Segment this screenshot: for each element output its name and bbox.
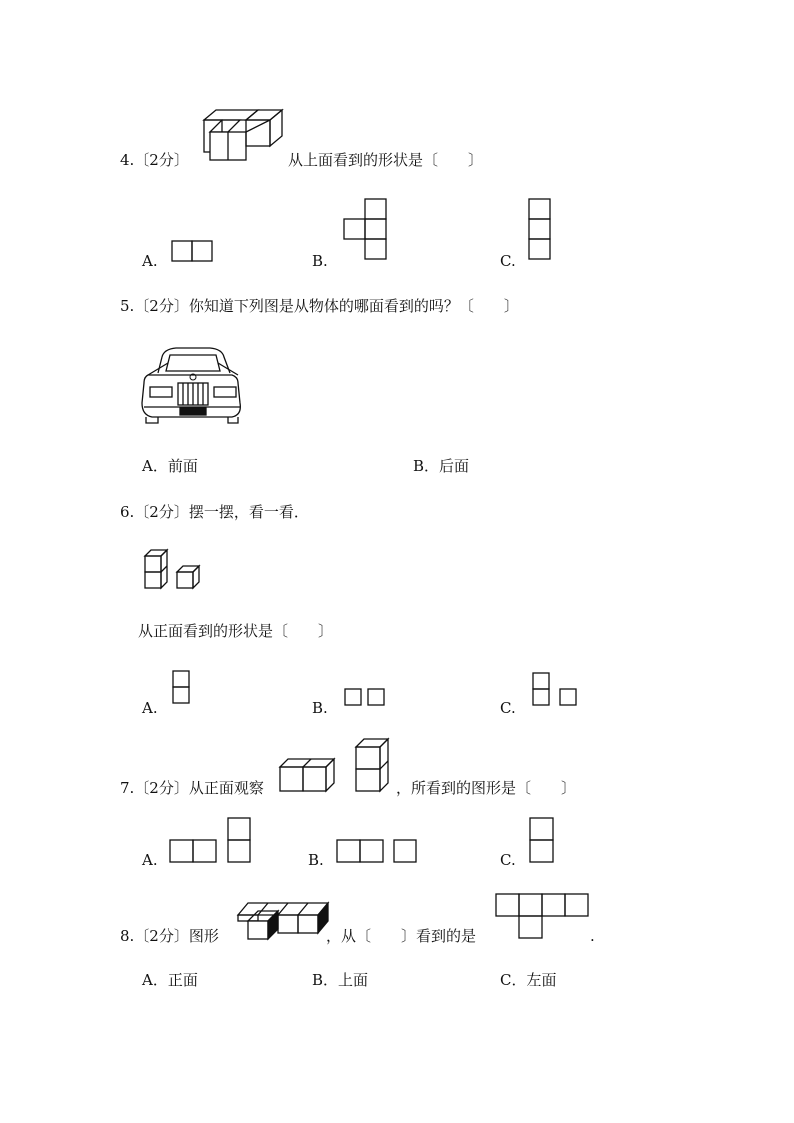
q4-option-a-figure <box>171 240 215 264</box>
q5-stem: 5.〔2分〕你知道下列图是从物体的哪面看到的吗？〔 〕 <box>120 297 519 315</box>
q6-option-b[interactable]: B. <box>312 699 328 717</box>
q6-cubes-figure <box>143 548 205 592</box>
q7-question: ，所看到的图形是〔 〕 <box>396 779 577 797</box>
q7-option-b-figure <box>336 839 420 865</box>
q4-option-c[interactable]: C. <box>500 252 516 270</box>
q7-stem: 7.〔2分〕从正面观察 <box>120 779 264 797</box>
q4-option-b-figure <box>343 198 389 264</box>
q5-option-b[interactable]: B．后面 <box>413 457 470 475</box>
q6-question: 从正面看到的形状是〔 〕 <box>138 622 334 640</box>
q8-answer-figure <box>494 892 590 942</box>
q8-option-a[interactable]: A．正面 <box>142 971 198 989</box>
q7-option-a[interactable]: A. <box>142 851 158 869</box>
q6-option-c[interactable]: C. <box>500 699 516 717</box>
q7-option-c-figure <box>529 816 557 866</box>
q6-option-a-figure <box>172 670 192 708</box>
q7-option-b[interactable]: B. <box>308 851 324 869</box>
q6-stem: 6.〔2分〕摆一摆，看一看． <box>120 503 309 521</box>
q4-question: 从上面看到的形状是〔 〕 <box>288 151 484 169</box>
q6-option-b-figure <box>344 688 388 708</box>
q8-option-b[interactable]: B．上面 <box>312 971 369 989</box>
q4-stem: 4.〔2分〕 <box>120 151 189 169</box>
q7-option-c[interactable]: C. <box>500 851 516 869</box>
q7-cubes-figure <box>276 737 398 795</box>
q8-end-period: . <box>590 927 595 945</box>
q8-question: ，从〔 〕看到的是 <box>326 927 477 945</box>
q4-option-a[interactable]: A. <box>142 252 158 270</box>
q5-option-a[interactable]: A．前面 <box>142 457 198 475</box>
q6-option-c-figure <box>532 672 580 710</box>
q8-option-c[interactable]: C．左面 <box>500 971 557 989</box>
car-front-image <box>140 343 244 425</box>
q4-cube-figure <box>198 106 288 162</box>
q8-stem: 8.〔2分〕图形 <box>120 927 219 945</box>
q7-option-a-figure <box>169 816 253 866</box>
q4-option-b[interactable]: B. <box>312 252 328 270</box>
q6-option-a[interactable]: A. <box>142 699 158 717</box>
q8-cubes-figure <box>236 899 330 943</box>
q4-option-c-figure <box>528 198 554 264</box>
